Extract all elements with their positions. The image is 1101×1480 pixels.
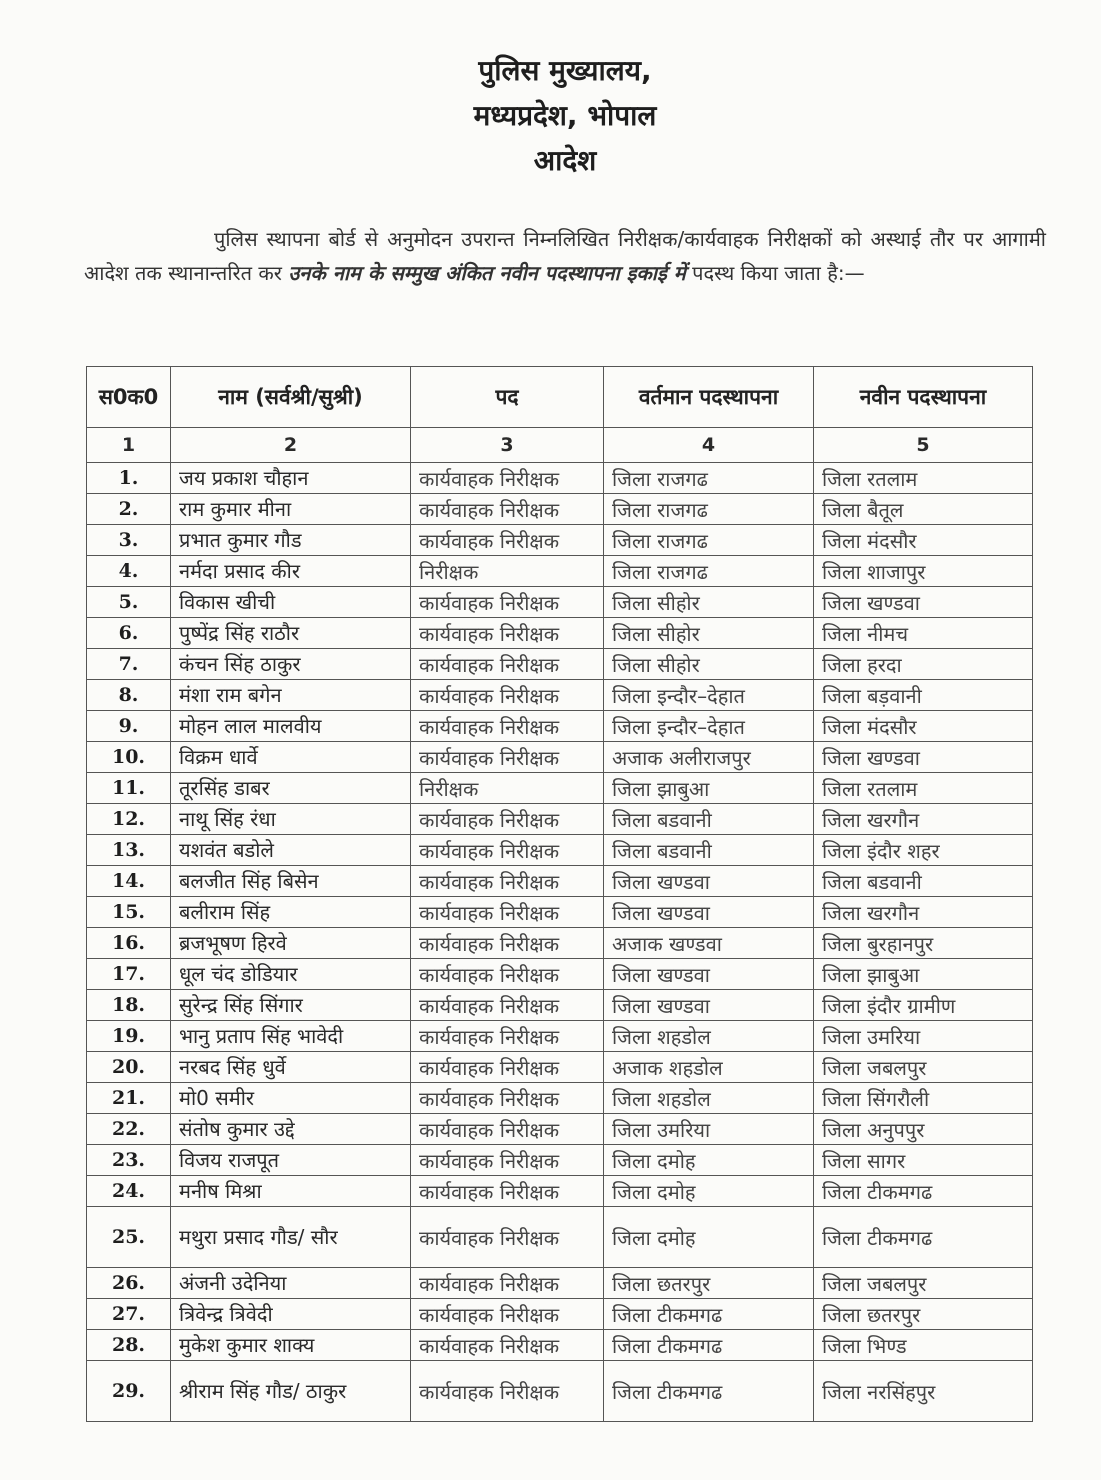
serial-number: 1. bbox=[87, 463, 171, 494]
officer-name: श्रीराम सिंह गौड/ ठाकुर bbox=[171, 1361, 411, 1422]
serial-number: 24. bbox=[87, 1176, 171, 1207]
current-posting: जिला खण्डवा bbox=[604, 897, 814, 928]
current-posting: जिला इन्दौर–देहात bbox=[604, 711, 814, 742]
office-title: पुलिस मुख्यालय, bbox=[478, 54, 652, 87]
table-row bbox=[87, 556, 1033, 587]
current-posting: जिला राजगढ bbox=[604, 525, 814, 556]
officer-name: मुकेश कुमार शाक्य bbox=[171, 1330, 411, 1361]
officer-post: कार्यवाहक निरीक्षक bbox=[411, 928, 604, 959]
new-posting: जिला टीकमगढ bbox=[814, 1176, 1033, 1207]
column-header-name: नाम (सर्वश्री/सुश्री) bbox=[171, 367, 411, 428]
current-posting: जिला खण्डवा bbox=[604, 866, 814, 897]
document-header bbox=[0, 48, 1101, 183]
table-row bbox=[87, 680, 1033, 711]
officer-name: मथुरा प्रसाद गौड/ सौर bbox=[171, 1207, 411, 1268]
officer-post: कार्यवाहक निरीक्षक bbox=[411, 494, 604, 525]
serial-number: 12. bbox=[87, 804, 171, 835]
officer-name: प्रभात कुमार गौड bbox=[171, 525, 411, 556]
new-posting: जिला उमरिया bbox=[814, 1021, 1033, 1052]
new-posting: जिला रतलाम bbox=[814, 773, 1033, 804]
new-posting: जिला जबलपुर bbox=[814, 1268, 1033, 1299]
current-posting: अजाक खण्डवा bbox=[604, 928, 814, 959]
table-row bbox=[87, 1145, 1033, 1176]
table-header-row bbox=[87, 367, 1033, 428]
serial-number: 11. bbox=[87, 773, 171, 804]
current-posting: जिला सीहोर bbox=[604, 618, 814, 649]
column-number: 3 bbox=[411, 428, 604, 463]
current-posting: जिला दमोह bbox=[604, 1207, 814, 1268]
officer-post: कार्यवाहक निरीक्षक bbox=[411, 804, 604, 835]
officer-post: कार्यवाहक निरीक्षक bbox=[411, 1207, 604, 1268]
column-header-post: पद bbox=[411, 367, 604, 428]
order-title: आदेश bbox=[533, 144, 597, 177]
column-header-current-posting: वर्तमान पदस्थापना bbox=[604, 367, 814, 428]
table-row bbox=[87, 1052, 1033, 1083]
current-posting: जिला टीकमगढ bbox=[604, 1299, 814, 1330]
serial-number: 2. bbox=[87, 494, 171, 525]
current-posting: अजाक शहडोल bbox=[604, 1052, 814, 1083]
current-posting: जिला झाबुआ bbox=[604, 773, 814, 804]
current-posting: जिला राजगढ bbox=[604, 463, 814, 494]
officer-name: अंजनी उदेनिया bbox=[171, 1268, 411, 1299]
new-posting: जिला भिण्ड bbox=[814, 1330, 1033, 1361]
officer-name: मोहन लाल मालवीय bbox=[171, 711, 411, 742]
officer-post: कार्यवाहक निरीक्षक bbox=[411, 959, 604, 990]
officer-post: कार्यवाहक निरीक्षक bbox=[411, 463, 604, 494]
officer-name: यशवंत बडोले bbox=[171, 835, 411, 866]
table-row bbox=[87, 990, 1033, 1021]
new-posting: जिला छतरपुर bbox=[814, 1299, 1033, 1330]
current-posting: जिला बडवानी bbox=[604, 804, 814, 835]
column-number: 5 bbox=[814, 428, 1033, 463]
serial-number: 20. bbox=[87, 1052, 171, 1083]
current-posting: जिला खण्डवा bbox=[604, 990, 814, 1021]
serial-number: 9. bbox=[87, 711, 171, 742]
officer-name: बलजीत सिंह बिसेन bbox=[171, 866, 411, 897]
officer-name: भानु प्रताप सिंह भावेदी bbox=[171, 1021, 411, 1052]
column-number: 2 bbox=[171, 428, 411, 463]
current-posting: जिला उमरिया bbox=[604, 1114, 814, 1145]
current-posting: जिला सीहोर bbox=[604, 587, 814, 618]
table-row bbox=[87, 773, 1033, 804]
table-row bbox=[87, 804, 1033, 835]
current-posting: जिला टीकमगढ bbox=[604, 1330, 814, 1361]
table-row bbox=[87, 1114, 1033, 1145]
officer-post: कार्यवाहक निरीक्षक bbox=[411, 711, 604, 742]
officer-name: कंचन सिंह ठाकुर bbox=[171, 649, 411, 680]
serial-number: 6. bbox=[87, 618, 171, 649]
table-row bbox=[87, 587, 1033, 618]
serial-number: 19. bbox=[87, 1021, 171, 1052]
table-row bbox=[87, 1176, 1033, 1207]
officer-post: कार्यवाहक निरीक्षक bbox=[411, 1114, 604, 1145]
serial-number: 22. bbox=[87, 1114, 171, 1145]
serial-number: 17. bbox=[87, 959, 171, 990]
current-posting: जिला दमोह bbox=[604, 1176, 814, 1207]
new-posting: जिला इंदौर शहर bbox=[814, 835, 1033, 866]
new-posting: जिला बडवानी bbox=[814, 866, 1033, 897]
new-posting: जिला झाबुआ bbox=[814, 959, 1033, 990]
officer-post: कार्यवाहक निरीक्षक bbox=[411, 587, 604, 618]
officer-post: कार्यवाहक निरीक्षक bbox=[411, 1052, 604, 1083]
serial-number: 7. bbox=[87, 649, 171, 680]
officer-name: धूल चंद डोडियार bbox=[171, 959, 411, 990]
current-posting: जिला टीकमगढ bbox=[604, 1361, 814, 1422]
officer-post: कार्यवाहक निरीक्षक bbox=[411, 866, 604, 897]
new-posting: जिला सिंगरौली bbox=[814, 1083, 1033, 1114]
new-posting: जिला इंदौर ग्रामीण bbox=[814, 990, 1033, 1021]
officer-name: नर्मदा प्रसाद कीर bbox=[171, 556, 411, 587]
current-posting: जिला इन्दौर–देहात bbox=[604, 680, 814, 711]
table-row bbox=[87, 897, 1033, 928]
column-number: 1 bbox=[87, 428, 171, 463]
officer-name: त्रिवेन्द्र त्रिवेदी bbox=[171, 1299, 411, 1330]
serial-number: 8. bbox=[87, 680, 171, 711]
officer-name: मंशा राम बगेन bbox=[171, 680, 411, 711]
serial-number: 10. bbox=[87, 742, 171, 773]
serial-number: 16. bbox=[87, 928, 171, 959]
new-posting: जिला नरसिंहपुर bbox=[814, 1361, 1033, 1422]
table-row bbox=[87, 959, 1033, 990]
officer-name: मो0 समीर bbox=[171, 1083, 411, 1114]
serial-number: 29. bbox=[87, 1361, 171, 1422]
officer-post: कार्यवाहक निरीक्षक bbox=[411, 1299, 604, 1330]
intro-paragraph bbox=[84, 222, 1046, 290]
intro-ending: पदस्थ किया जाता है:— bbox=[692, 261, 865, 285]
officer-post: कार्यवाहक निरीक्षक bbox=[411, 1145, 604, 1176]
new-posting: जिला खण्डवा bbox=[814, 587, 1033, 618]
officer-name: राम कुमार मीना bbox=[171, 494, 411, 525]
table-row bbox=[87, 494, 1033, 525]
serial-number: 26. bbox=[87, 1268, 171, 1299]
new-posting: जिला जबलपुर bbox=[814, 1052, 1033, 1083]
officer-post: कार्यवाहक निरीक्षक bbox=[411, 649, 604, 680]
current-posting: जिला सीहोर bbox=[604, 649, 814, 680]
transfer-table bbox=[86, 366, 1033, 1422]
officer-name: विजय राजपूत bbox=[171, 1145, 411, 1176]
current-posting: जिला राजगढ bbox=[604, 556, 814, 587]
officer-name: नाथू सिंह रंधा bbox=[171, 804, 411, 835]
serial-number: 27. bbox=[87, 1299, 171, 1330]
current-posting: जिला दमोह bbox=[604, 1145, 814, 1176]
officer-name: तूरसिंह डाबर bbox=[171, 773, 411, 804]
officer-name: बलीराम सिंह bbox=[171, 897, 411, 928]
current-posting: जिला राजगढ bbox=[604, 494, 814, 525]
table-row bbox=[87, 711, 1033, 742]
officer-post: निरीक्षक bbox=[411, 773, 604, 804]
table-row bbox=[87, 835, 1033, 866]
officer-name: ब्रजभूषण हिरवे bbox=[171, 928, 411, 959]
new-posting: जिला सागर bbox=[814, 1145, 1033, 1176]
officer-name: जय प्रकाश चौहान bbox=[171, 463, 411, 494]
new-posting: जिला खण्डवा bbox=[814, 742, 1033, 773]
table-row bbox=[87, 742, 1033, 773]
new-posting: जिला बड़वानी bbox=[814, 680, 1033, 711]
officer-post: कार्यवाहक निरीक्षक bbox=[411, 618, 604, 649]
current-posting: अजाक अलीराजपुर bbox=[604, 742, 814, 773]
serial-number: 4. bbox=[87, 556, 171, 587]
current-posting: जिला शहडोल bbox=[604, 1021, 814, 1052]
serial-number: 3. bbox=[87, 525, 171, 556]
table-row bbox=[87, 525, 1033, 556]
table-row bbox=[87, 1021, 1033, 1052]
current-posting: जिला बडवानी bbox=[604, 835, 814, 866]
new-posting: जिला रतलाम bbox=[814, 463, 1033, 494]
officer-post: कार्यवाहक निरीक्षक bbox=[411, 990, 604, 1021]
officer-post: कार्यवाहक निरीक्षक bbox=[411, 525, 604, 556]
new-posting: जिला बैतूल bbox=[814, 494, 1033, 525]
table-row bbox=[87, 866, 1033, 897]
serial-number: 28. bbox=[87, 1330, 171, 1361]
serial-number: 14. bbox=[87, 866, 171, 897]
new-posting: जिला खरगौन bbox=[814, 897, 1033, 928]
new-posting: जिला नीमच bbox=[814, 618, 1033, 649]
officer-post: कार्यवाहक निरीक्षक bbox=[411, 742, 604, 773]
officer-post: कार्यवाहक निरीक्षक bbox=[411, 1021, 604, 1052]
intro-emphasis: उनके नाम के सम्मुख अंकित नवीन पदस्थापना इकाई में bbox=[288, 261, 686, 285]
table-body bbox=[87, 463, 1033, 1422]
serial-number: 15. bbox=[87, 897, 171, 928]
serial-number: 13. bbox=[87, 835, 171, 866]
table-row bbox=[87, 1083, 1033, 1114]
officer-post: कार्यवाहक निरीक्षक bbox=[411, 835, 604, 866]
officer-name: विकास खीची bbox=[171, 587, 411, 618]
column-number-row bbox=[87, 428, 1033, 463]
serial-number: 5. bbox=[87, 587, 171, 618]
officer-post: निरीक्षक bbox=[411, 556, 604, 587]
officer-post: कार्यवाहक निरीक्षक bbox=[411, 680, 604, 711]
officer-name: पुष्पेंद्र सिंह राठौर bbox=[171, 618, 411, 649]
officer-name: नरबद सिंह धुर्वे bbox=[171, 1052, 411, 1083]
table-row bbox=[87, 1330, 1033, 1361]
new-posting: जिला टीकमगढ bbox=[814, 1207, 1033, 1268]
current-posting: जिला छतरपुर bbox=[604, 1268, 814, 1299]
table-row bbox=[87, 1207, 1033, 1268]
serial-number: 18. bbox=[87, 990, 171, 1021]
office-location: मध्यप्रदेश, भोपाल bbox=[473, 99, 657, 132]
table-row bbox=[87, 1268, 1033, 1299]
officer-post: कार्यवाहक निरीक्षक bbox=[411, 1361, 604, 1422]
table-row bbox=[87, 649, 1033, 680]
intro-text: पुलिस स्थापना बोर्ड से अनुमोदन उपरान्त निम्नलिखित निरीक्षक/कार्यवाहक निरीक्षकों को अस्थाई तौर पर आगामी आदेश तक स्थानान्तरित कर bbox=[84, 227, 1046, 285]
table-row bbox=[87, 463, 1033, 494]
column-header-new-posting: नवीन पदस्थापना bbox=[814, 367, 1033, 428]
new-posting: जिला मंदसौर bbox=[814, 525, 1033, 556]
officer-name: सुरेन्द्र सिंह सिंगार bbox=[171, 990, 411, 1021]
officer-post: कार्यवाहक निरीक्षक bbox=[411, 897, 604, 928]
new-posting: जिला मंदसौर bbox=[814, 711, 1033, 742]
column-number: 4 bbox=[604, 428, 814, 463]
new-posting: जिला हरदा bbox=[814, 649, 1033, 680]
officer-post: कार्यवाहक निरीक्षक bbox=[411, 1083, 604, 1114]
officer-name: संतोष कुमार उद्दे bbox=[171, 1114, 411, 1145]
new-posting: जिला शाजापुर bbox=[814, 556, 1033, 587]
serial-number: 25. bbox=[87, 1207, 171, 1268]
table-row bbox=[87, 618, 1033, 649]
serial-number: 21. bbox=[87, 1083, 171, 1114]
officer-name: मनीष मिश्रा bbox=[171, 1176, 411, 1207]
new-posting: जिला खरगौन bbox=[814, 804, 1033, 835]
column-header-serial: स0क0 bbox=[87, 367, 171, 428]
serial-number: 23. bbox=[87, 1145, 171, 1176]
officer-post: कार्यवाहक निरीक्षक bbox=[411, 1330, 604, 1361]
current-posting: जिला खण्डवा bbox=[604, 959, 814, 990]
table-row bbox=[87, 1299, 1033, 1330]
officer-name: विक्रम धार्वे bbox=[171, 742, 411, 773]
officer-post: कार्यवाहक निरीक्षक bbox=[411, 1268, 604, 1299]
new-posting: जिला अनुपपुर bbox=[814, 1114, 1033, 1145]
table-row bbox=[87, 1361, 1033, 1422]
new-posting: जिला बुरहानपुर bbox=[814, 928, 1033, 959]
officer-post: कार्यवाहक निरीक्षक bbox=[411, 1176, 604, 1207]
table-row bbox=[87, 928, 1033, 959]
current-posting: जिला शहडोल bbox=[604, 1083, 814, 1114]
